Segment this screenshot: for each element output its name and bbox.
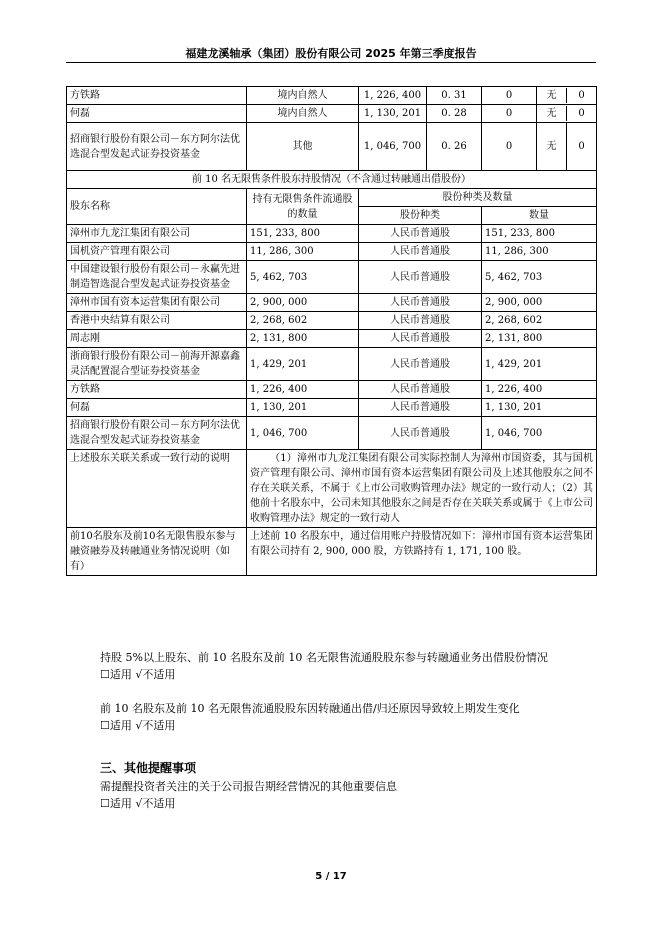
margin-row xyxy=(67,528,597,576)
holder-name: 方铁路 xyxy=(67,87,247,105)
margin-label: 前10名股东及前10名无限售股东参与融资融券及转融通业务情况说明（如有） xyxy=(67,528,247,576)
holder-name: 浙商银行股份有限公司－前海开源嘉鑫灵活配置混合型证券投资基金 xyxy=(67,348,247,381)
holder-name: 何磊 xyxy=(67,399,247,417)
unrestricted-title: 前 10 名无限售条件股东持股情况（不含通过转融通出借股份） xyxy=(67,171,597,189)
pledge-status: 无 xyxy=(537,106,567,121)
table-row xyxy=(67,399,597,417)
pledge-qty: 0 xyxy=(578,141,585,152)
holder-pct: 0. 26 xyxy=(427,123,482,171)
table-row xyxy=(67,330,597,348)
holder-name: 方铁路 xyxy=(67,381,247,399)
change-title: 前 10 名股东及前 10 名无限售流通股股东因转融通出借/归还原因导致较上期发生变化 xyxy=(100,702,520,715)
holder-nature: 境内自然人 xyxy=(247,105,359,123)
table-row xyxy=(67,312,597,330)
holder-qty: 1, 130, 201 xyxy=(247,399,359,417)
holder-qty: 1, 226, 400 xyxy=(247,381,359,399)
relation-label: 上述股东关联关系或一致行动的说明 xyxy=(67,450,247,528)
holder-name: 漳州市国有资本运营集团有限公司 xyxy=(67,294,247,312)
col-header-count: 数量 xyxy=(482,207,597,225)
holder-restricted: 0 xyxy=(482,87,537,105)
holder-restricted: 0 xyxy=(482,123,537,171)
lending-title: 持股 5%以上股东、前 10 名股东及前 10 名无限售流通股股东参与转融通业务出借股份情况 xyxy=(100,651,548,664)
table-header-row xyxy=(67,189,597,207)
change-options: ☐适用 √不适用 xyxy=(100,719,176,732)
table-row xyxy=(67,261,597,294)
holder-qty: 5, 462, 703 xyxy=(247,261,359,294)
holder-kind: 人民币普通股 xyxy=(359,381,482,399)
holder-qty: 1, 046, 700 xyxy=(247,417,359,450)
report-header: 福建龙溪轴承（集团）股份有限公司 2025 年第三季度报告 xyxy=(185,47,477,60)
holder-kind: 人民币普通股 xyxy=(359,348,482,381)
table-row xyxy=(67,87,597,105)
col-header-kind: 股份种类 xyxy=(359,207,482,225)
holder-name: 香港中央结算有限公司 xyxy=(67,312,247,330)
section-desc: 需提醒投资者关注的关于公司报告期经营情况的其他重要信息 xyxy=(100,780,397,793)
holder-count: 2, 268, 602 xyxy=(482,312,597,330)
holder-kind: 人民币普通股 xyxy=(359,312,482,330)
margin-text: 上述前 10 名股东中，通过信用账户持股情况如下：漳州市国有资本运营集团有限公司持有 2, 900, 000 股，方铁路持有 1, 171, 100 股。 xyxy=(247,528,597,576)
holder-count: 151, 233, 800 xyxy=(482,225,597,243)
holder-name: 招商银行股份有限公司－东方阿尔法优选混合型发起式证券投资基金 xyxy=(67,417,247,450)
header-divider xyxy=(66,62,596,63)
holder-shares: 1, 130, 201 xyxy=(359,105,427,123)
holder-kind: 人民币普通股 xyxy=(359,330,482,348)
holder-count: 1, 046, 700 xyxy=(482,417,597,450)
holder-name: 漳州市九龙江集团有限公司 xyxy=(67,225,247,243)
page-number: 5 / 17 xyxy=(315,871,347,882)
lending-options: ☐适用 √不适用 xyxy=(100,668,176,681)
holder-qty: 151, 233, 800 xyxy=(247,225,359,243)
holder-name: 招商银行股份有限公司－东方阿尔法优选混合型发起式证券投资基金 xyxy=(67,123,247,171)
holder-nature: 境内自然人 xyxy=(247,87,359,105)
holder-kind: 人民币普通股 xyxy=(359,417,482,450)
holder-pct: 0. 31 xyxy=(427,87,482,105)
col-header-qty: 持有无限售条件流通股的数量 xyxy=(247,189,359,225)
holder-kind: 人民币普通股 xyxy=(359,261,482,294)
table-row xyxy=(67,225,597,243)
holder-kind: 人民币普通股 xyxy=(359,294,482,312)
holder-qty: 2, 268, 602 xyxy=(247,312,359,330)
table-row xyxy=(67,123,597,171)
holder-shares: 1, 226, 400 xyxy=(359,87,427,105)
holder-qty: 1, 429, 201 xyxy=(247,348,359,381)
table-row xyxy=(67,348,597,381)
relation-text: （1）漳州市九龙江集团有限公司实际控制人为漳州市国资委，其与国机资产管理有限公司、漳州市国有资本运营集团有限公司及上述其他股东之间不存在关联关系，不属于《上市公司收购管理办法》规定的一致行动人；（2）其他前十名股东中，公司未知其他股东之间是否存在关联关系或属于《上市公司收购管理办法》规定的一致行动人 xyxy=(247,450,597,528)
section-heading: 三、其他提醒事项 xyxy=(100,761,197,775)
holder-kind: 人民币普通股 xyxy=(359,399,482,417)
col-header-kind-group: 股份种类及数量 xyxy=(359,189,597,207)
holder-qty: 2, 900, 000 xyxy=(247,294,359,312)
col-header-name: 股东名称 xyxy=(67,189,247,225)
holder-pct: 0. 28 xyxy=(427,105,482,123)
pledge-qty: 0 xyxy=(578,108,585,119)
relation-row xyxy=(67,450,597,528)
holder-shares: 1, 046, 700 xyxy=(359,123,427,171)
section-options: ☐适用 √不适用 xyxy=(100,797,176,810)
holder-name: 何磊 xyxy=(67,105,247,123)
holder-count: 11, 286, 300 xyxy=(482,243,597,261)
holder-kind: 人民币普通股 xyxy=(359,225,482,243)
section-title-row xyxy=(67,171,597,189)
holder-name: 中国建设银行股份有限公司－永赢先进制造智选混合型发起式证券投资基金 xyxy=(67,261,247,294)
holder-kind: 人民币普通股 xyxy=(359,243,482,261)
table-row xyxy=(67,294,597,312)
holder-count: 1, 429, 201 xyxy=(482,348,597,381)
holder-count: 1, 226, 400 xyxy=(482,381,597,399)
shareholder-table xyxy=(66,86,597,576)
pledge-status: 无 xyxy=(537,123,567,170)
holder-nature: 其他 xyxy=(247,123,359,171)
table-row xyxy=(67,243,597,261)
table-row xyxy=(67,381,597,399)
table-row xyxy=(67,417,597,450)
holder-qty: 2, 131, 800 xyxy=(247,330,359,348)
pledge-qty: 0 xyxy=(578,90,585,101)
holder-name: 周志刚 xyxy=(67,330,247,348)
holder-count: 2, 900, 000 xyxy=(482,294,597,312)
holder-count: 5, 462, 703 xyxy=(482,261,597,294)
holder-count: 1, 130, 201 xyxy=(482,399,597,417)
pledge-status: 无 xyxy=(537,88,567,103)
holder-count: 2, 131, 800 xyxy=(482,330,597,348)
holder-restricted: 0 xyxy=(482,105,537,123)
table-row xyxy=(67,105,597,123)
holder-name: 国机资产管理有限公司 xyxy=(67,243,247,261)
holder-qty: 11, 286, 300 xyxy=(247,243,359,261)
